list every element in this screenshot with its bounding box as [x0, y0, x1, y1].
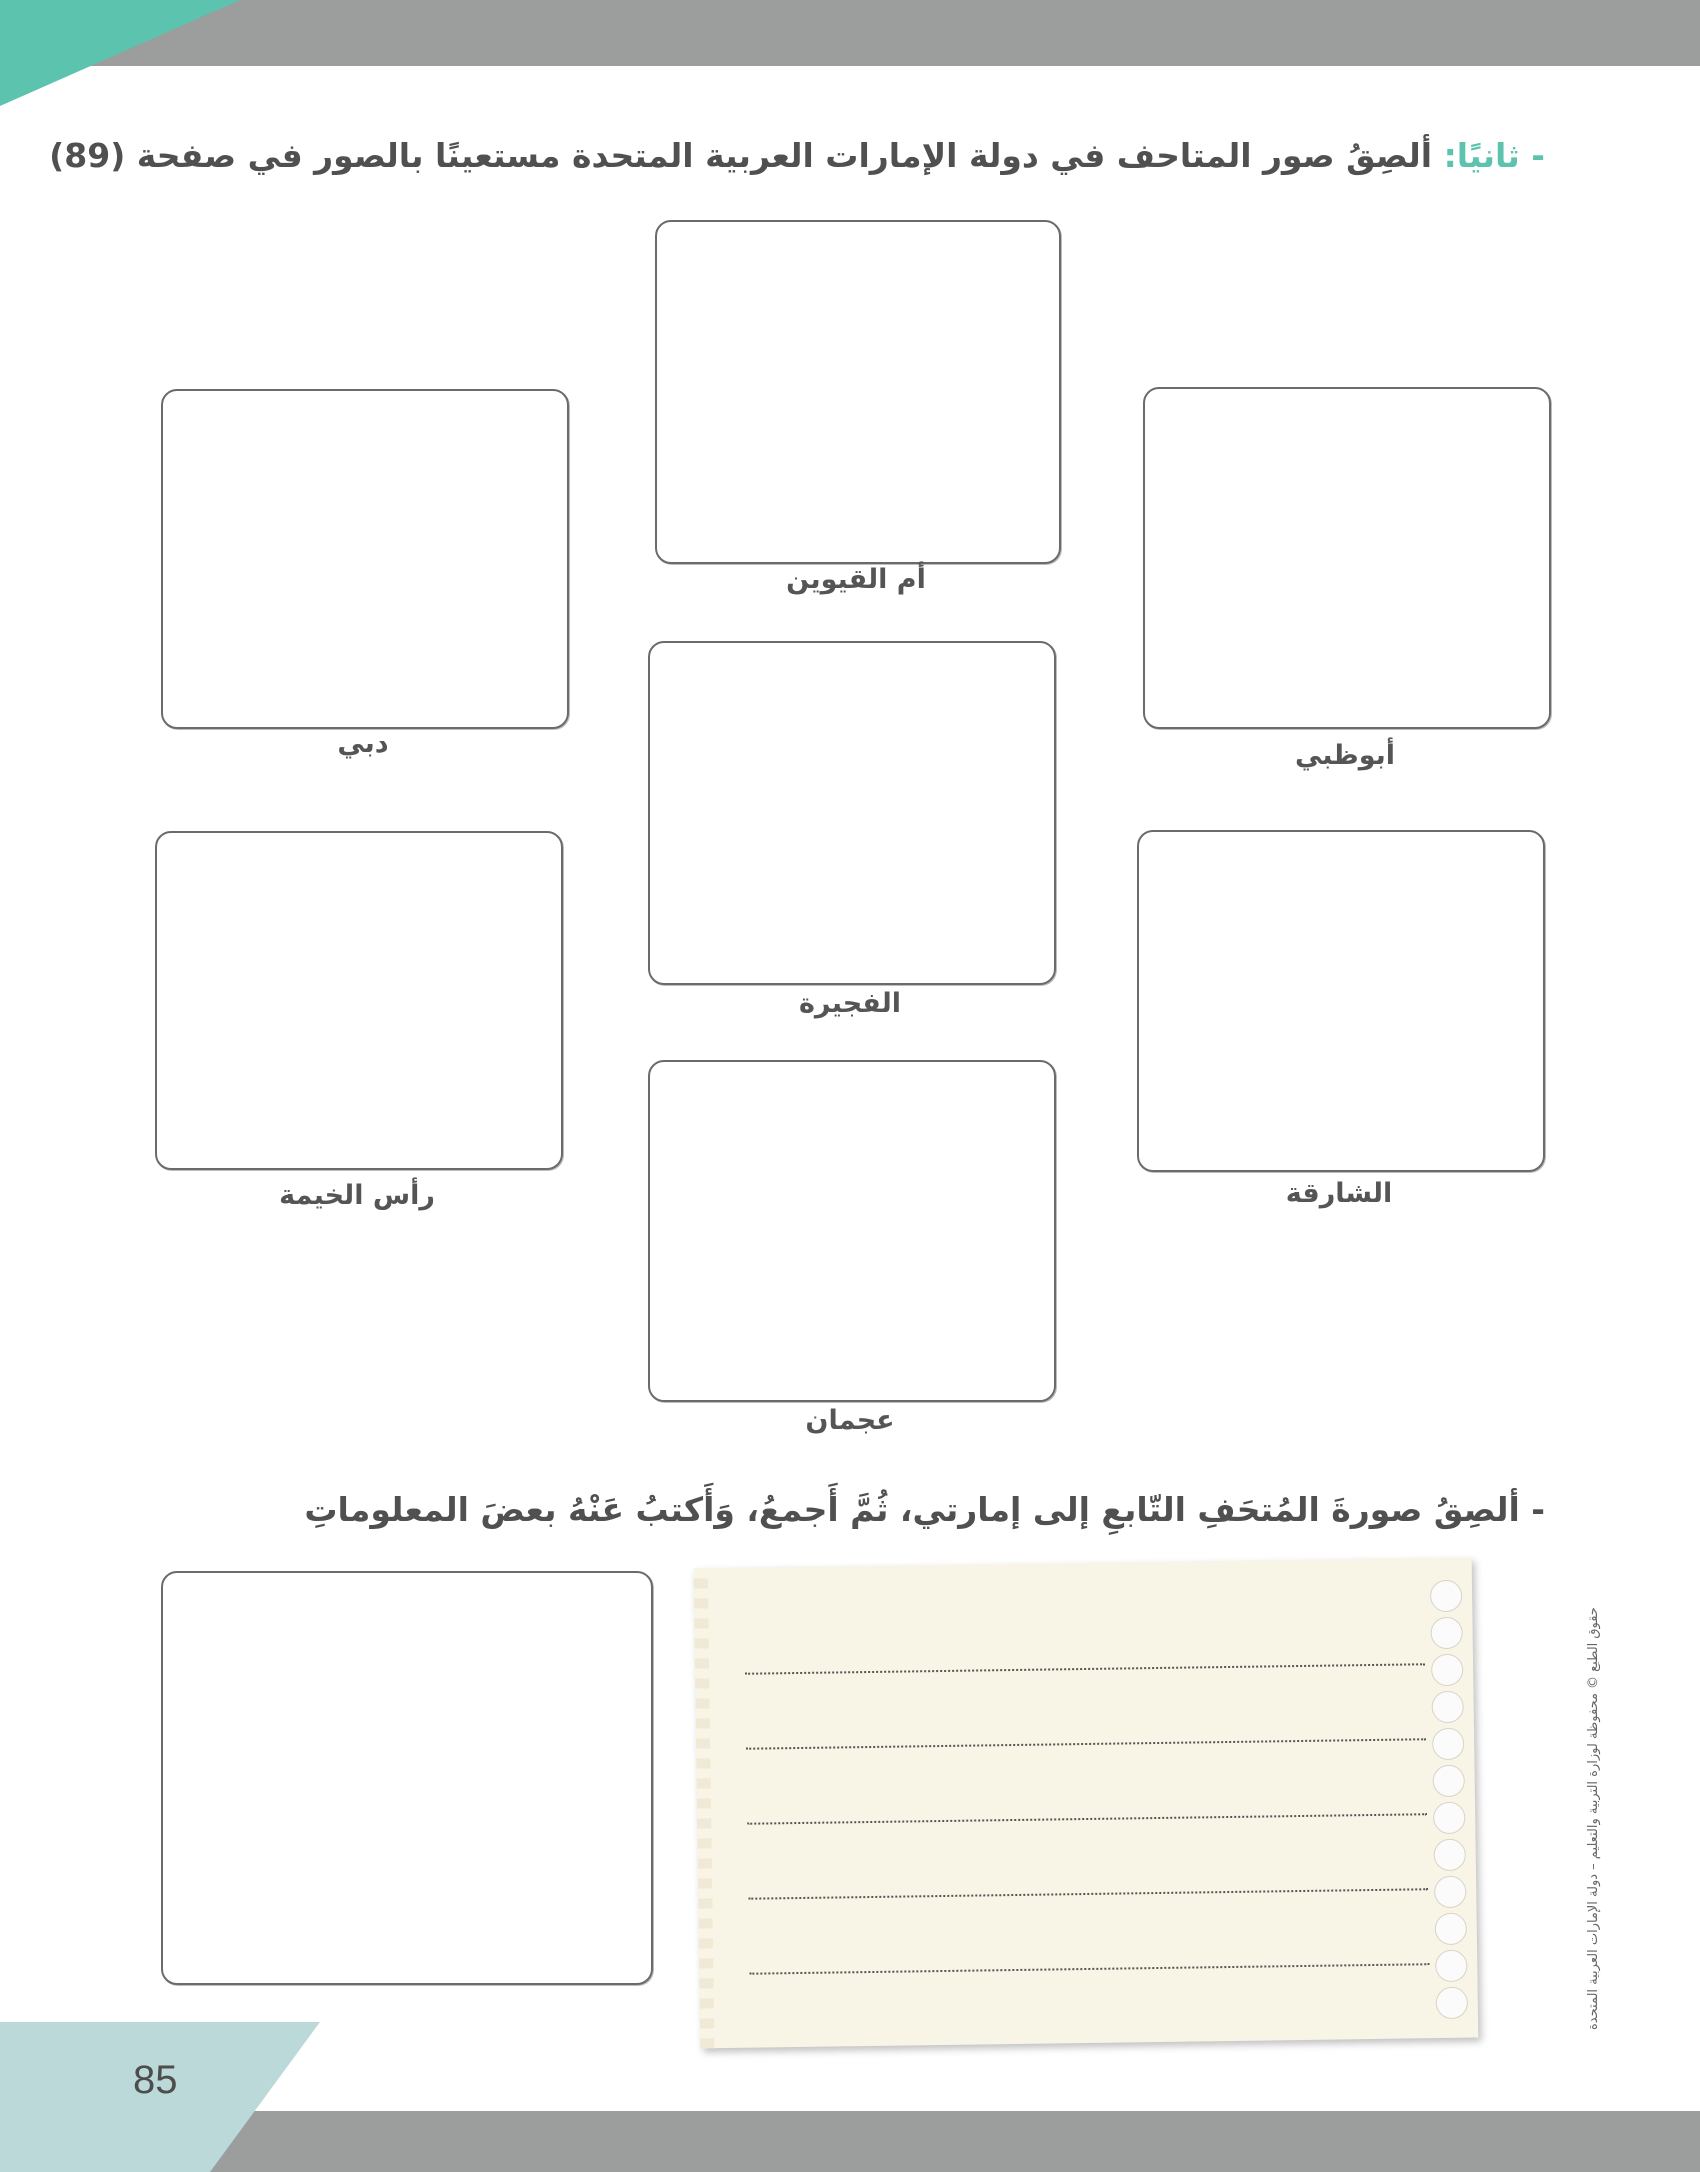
label-umm-al-quwain: أم القيوين	[786, 564, 926, 595]
page-number: 85	[133, 2058, 178, 2102]
top-band	[0, 0, 1700, 66]
photo-box-umm-al-quwain[interactable]	[655, 220, 1061, 564]
binder-hole	[1434, 1876, 1466, 1908]
top-accent-tab	[0, 0, 240, 106]
writing-line[interactable]	[749, 1963, 1429, 1974]
binder-hole	[1436, 1987, 1468, 2019]
binder-hole	[1430, 1580, 1462, 1612]
section1-heading	[49, 136, 1545, 175]
photo-box-sharjah[interactable]	[1137, 830, 1545, 1172]
label-sharjah: الشارقة	[1285, 1178, 1393, 1209]
copyright-credit	[1568, 1560, 1601, 2030]
section2-heading: - ألصِقُ صورةَ المُتحَفِ التّابعِ إلى إمارتي، ثُمَّ أَجمعُ، وَأَكتبُ عَنْهُ بعضَ المعلوماتِ	[304, 1490, 1545, 1529]
binder-hole	[1432, 1728, 1464, 1760]
heading-prefix: - ثانيًا:	[1443, 136, 1545, 175]
binder-hole	[1434, 1839, 1466, 1871]
writing-line[interactable]	[748, 1888, 1428, 1899]
heading-text: ألصِقُ صور المتاحف في دولة الإمارات العربية المتحدة مستعينًا بالصور في صفحة (89)	[49, 136, 1433, 175]
paper-torn-edge	[694, 1568, 715, 2048]
writing-line[interactable]	[747, 1813, 1427, 1824]
photo-box-fujairah[interactable]	[648, 641, 1056, 985]
binder-hole	[1435, 1913, 1467, 1945]
binder-hole	[1430, 1617, 1462, 1649]
binder-hole	[1433, 1765, 1465, 1797]
photo-box-ras-al-khaimah[interactable]	[155, 831, 563, 1170]
photo-box-dubai[interactable]	[161, 389, 569, 729]
label-abu-dhabi: أبوظبي	[1294, 740, 1396, 771]
binder-hole	[1435, 1950, 1467, 1982]
binder-holes	[1426, 1580, 1468, 2020]
label-fujairah: الفجيرة	[798, 988, 902, 1019]
writing-line[interactable]	[746, 1738, 1426, 1749]
label-ajman: عجمان	[805, 1405, 895, 1436]
label-ras-al-khaimah: رأس الخيمة	[279, 1180, 435, 1211]
notepad-paper	[694, 1558, 1479, 2049]
binder-hole	[1431, 1654, 1463, 1686]
copyright-text: حقوق الطبع © محفوظة لوزارة التربية والتعليم – دولة الإمارات العربية المتحدة	[1586, 1607, 1601, 2030]
photo-box-ajman[interactable]	[648, 1060, 1056, 1402]
writing-line[interactable]	[745, 1663, 1425, 1674]
label-dubai: دبي	[337, 728, 389, 759]
photo-box-abu-dhabi[interactable]	[1143, 387, 1551, 729]
binder-hole	[1433, 1802, 1465, 1834]
photo-box-my-emirate-museum[interactable]	[161, 1571, 653, 1985]
page-number-tab-slant	[210, 2022, 320, 2172]
binder-hole	[1431, 1691, 1463, 1723]
page-number-tab	[0, 2022, 210, 2172]
